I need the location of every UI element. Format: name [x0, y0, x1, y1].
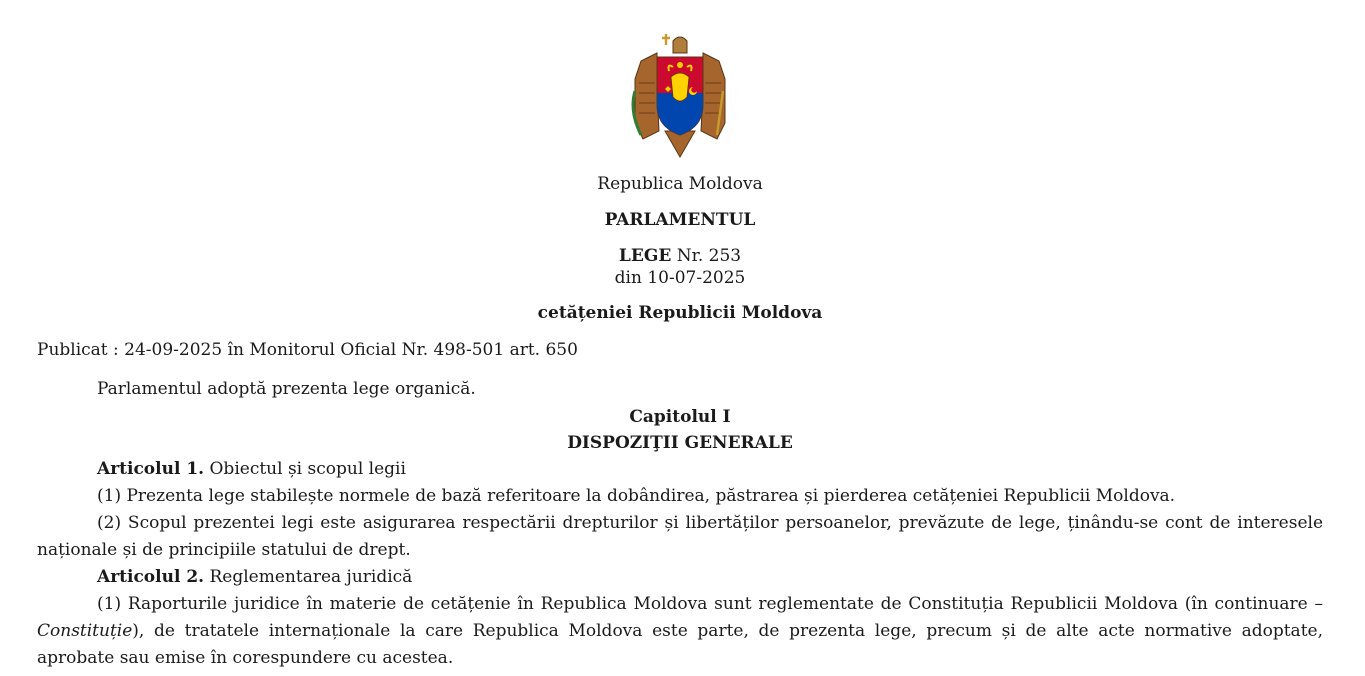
star: [677, 62, 683, 68]
article-2-paragraph-1-text: (1) Raporturile juridice în materie de cetățenie în Republica Moldova sunt reglementate de Constituția Republicii Moldova (în continuare –: [97, 594, 1323, 614]
article-2-heading: [37, 564, 1323, 591]
article-1-label: Articolul 1.: [97, 459, 205, 479]
article-1-paragraph-2: (2) Scopul prezentei legi este asigurarea respectării drepturilor și libertăților persoanelor, prevăzute de lege, ținându-se cont de interesele naționale și de principiile statului de drept.: [37, 513, 1323, 560]
chapter-label: Capitolul I: [629, 407, 731, 427]
act-title: cetățeniei Republicii Moldova: [537, 303, 823, 323]
preamble: Parlamentul adoptă prezenta lege organică.: [97, 379, 476, 399]
publication-info: Publicat : 24-09-2025 în Monitorul Oficial Nr. 498-501 art. 650: [37, 340, 578, 360]
article-2-label: Articolul 2.: [97, 567, 205, 587]
article-2-paragraph-1: [37, 591, 1323, 672]
article-1-heading: [37, 456, 1323, 483]
article-2-title: Reglementarea juridică: [204, 567, 413, 587]
chapter-title: DISPOZIŢII GENERALE: [567, 433, 793, 453]
act-type-number: [0, 245, 1360, 267]
constitution-term: Constituție: [37, 621, 133, 641]
article-1-title: Obiectul și scopul legii: [204, 459, 406, 479]
aurochs-head: [671, 73, 689, 101]
act-date: din 10-07-2025: [614, 268, 746, 288]
country-name: Republica Moldova: [597, 174, 763, 194]
coat-of-arms-emblem: [627, 31, 733, 159]
article-1-paragraph-1: (1) Prezenta lege stabilește normele de bază referitoare la dobândirea, păstrarea și pierderea cetățeniei Republicii Moldova.: [97, 486, 1176, 506]
act-number: Nr. 253: [676, 246, 742, 266]
act-type: LEGE: [618, 246, 672, 266]
cross: [662, 34, 670, 45]
article-2-paragraph-1-rest: ), de tratatele internaționale la care Republica Moldova este parte, de prezenta lege, precum și de alte acte normative adoptate, aprobate sau emise în corespundere cu acestea.: [37, 621, 1323, 668]
institution-name: PARLAMENTUL: [604, 210, 756, 230]
eagle-head: [673, 37, 687, 53]
